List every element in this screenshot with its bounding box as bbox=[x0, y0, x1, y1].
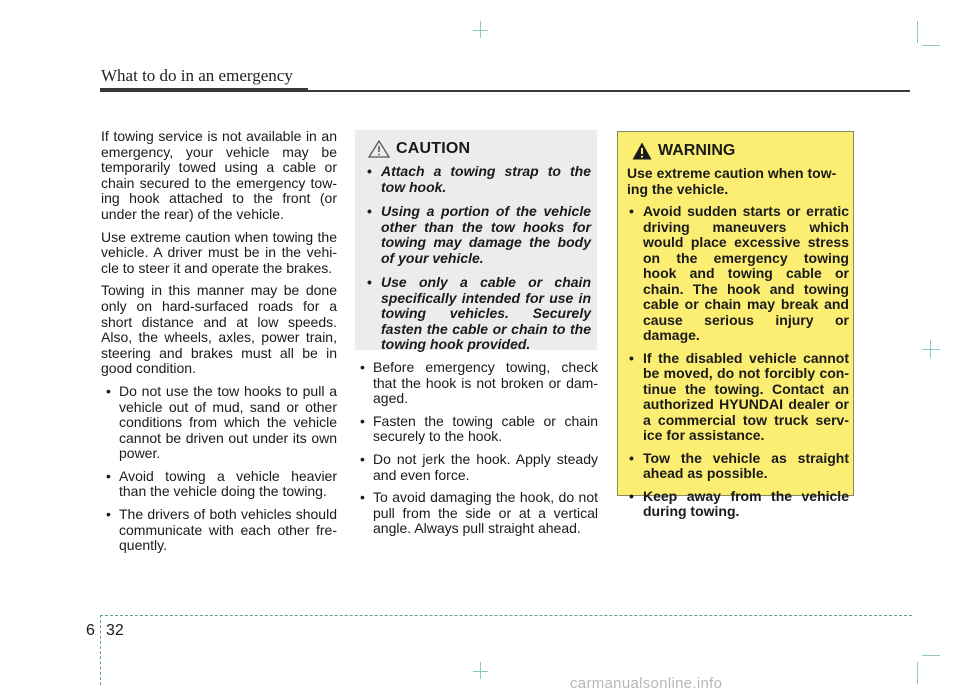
list-item: • Tow the vehicle as straight ahead as possible. bbox=[627, 451, 849, 482]
warning-list bbox=[627, 204, 849, 520]
list-item: • Keep away from the vehicle during towing. bbox=[627, 489, 849, 520]
list-item: • Avoid towing a vehicle heavier than the vehicle doing the towing. bbox=[101, 469, 337, 500]
caution-heading bbox=[368, 140, 470, 158]
procedure-column bbox=[355, 360, 598, 544]
footer-guide-line bbox=[100, 615, 912, 616]
list-item: • If the disabled vehicle cannot be moved, do not forcibly con-tinue the towing. Contact an authorized HYUNDAI dealer or a commercial tow truck serv-ice for assistance. bbox=[627, 351, 849, 444]
warning-heading bbox=[632, 142, 735, 160]
list-item: • Avoid sudden starts or erratic driving maneuvers which would place excessive stress on the emergency towing hook and towing cable or chain. The hook and towing cable or chain may break and cause serious injury or damage. bbox=[627, 204, 849, 344]
procedure-list bbox=[355, 360, 598, 537]
list-item: • To avoid damaging the hook, do not pull from the side or at a vertical angle. Always pull straight ahead. bbox=[355, 490, 598, 537]
footer-guide-line-vertical bbox=[100, 615, 101, 685]
towing-rules-list bbox=[101, 384, 337, 554]
section-number: 6 bbox=[86, 622, 95, 639]
caution-paragraph: Use extreme caution when towing the vehicle. A driver must be in the vehi-cle to steer it and operate the brakes. bbox=[101, 228, 337, 276]
header-rule-thin bbox=[308, 90, 910, 92]
caution-box bbox=[355, 130, 597, 350]
header-title: What to do in an emergency bbox=[101, 66, 293, 85]
crop-mark-top bbox=[473, 30, 488, 31]
caution-triangle-icon bbox=[368, 140, 390, 158]
warning-triangle-icon bbox=[632, 142, 652, 160]
list-item: • The drivers of both vehicles should communicate with each other fre-quently. bbox=[101, 507, 337, 554]
list-item: • Use only a cable or chain specifically intended for use in towing vehicles. Securely fasten the cable or chain to the towing hook provided. bbox=[365, 275, 591, 353]
list-item: • Using a portion of the vehicle other than the tow hooks for towing may damage the body of your vehicle. bbox=[365, 204, 591, 266]
watermark: carmanualsonline.info bbox=[570, 675, 723, 692]
crop-mark-right bbox=[922, 349, 940, 350]
list-item: • Before emergency towing, check that the hook is not broken or dam-aged. bbox=[355, 360, 598, 407]
caution-list bbox=[365, 164, 591, 362]
list-item: • Attach a towing strap to the tow hook. bbox=[365, 164, 591, 195]
caution-title: CAUTION bbox=[396, 140, 471, 157]
list-item: • Do not use the tow hooks to pull a vehicle out of mud, sand or other conditions from which the vehicle cannot be driven out under its own power. bbox=[101, 384, 337, 462]
warning-body bbox=[627, 166, 849, 527]
warning-box bbox=[617, 131, 854, 519]
crop-mark-bottom-right bbox=[922, 655, 940, 656]
conditions-paragraph: Towing in this manner may be done only on hard-surfaced roads for a short distance and at low speeds. Also, the wheels, axles, power train, steering and brakes must all be in good condition. bbox=[101, 282, 337, 377]
intro-paragraph: If towing service is not available in an emergency, your vehicle may be temporarily towed using a cable or chain secured to the emergency tow-ing hook attached to the front (or under the rear) of the vehicle. bbox=[101, 128, 337, 222]
main-text-column bbox=[101, 129, 337, 561]
warning-intro: Use extreme caution when tow-ing the vehicle. bbox=[627, 165, 837, 197]
page-number: 32 bbox=[106, 622, 124, 639]
crop-mark-top-right bbox=[922, 45, 940, 46]
crop-mark-bottom-right bbox=[917, 662, 918, 684]
header-rule-thick bbox=[100, 88, 308, 92]
crop-mark-top-right bbox=[917, 21, 918, 43]
warning-title: WARNING bbox=[658, 142, 736, 159]
crop-mark-bottom bbox=[473, 671, 488, 672]
list-item: • Fasten the towing cable or chain securely to the hook. bbox=[355, 414, 598, 445]
list-item: • Do not jerk the hook. Apply steady and even force. bbox=[355, 452, 598, 483]
